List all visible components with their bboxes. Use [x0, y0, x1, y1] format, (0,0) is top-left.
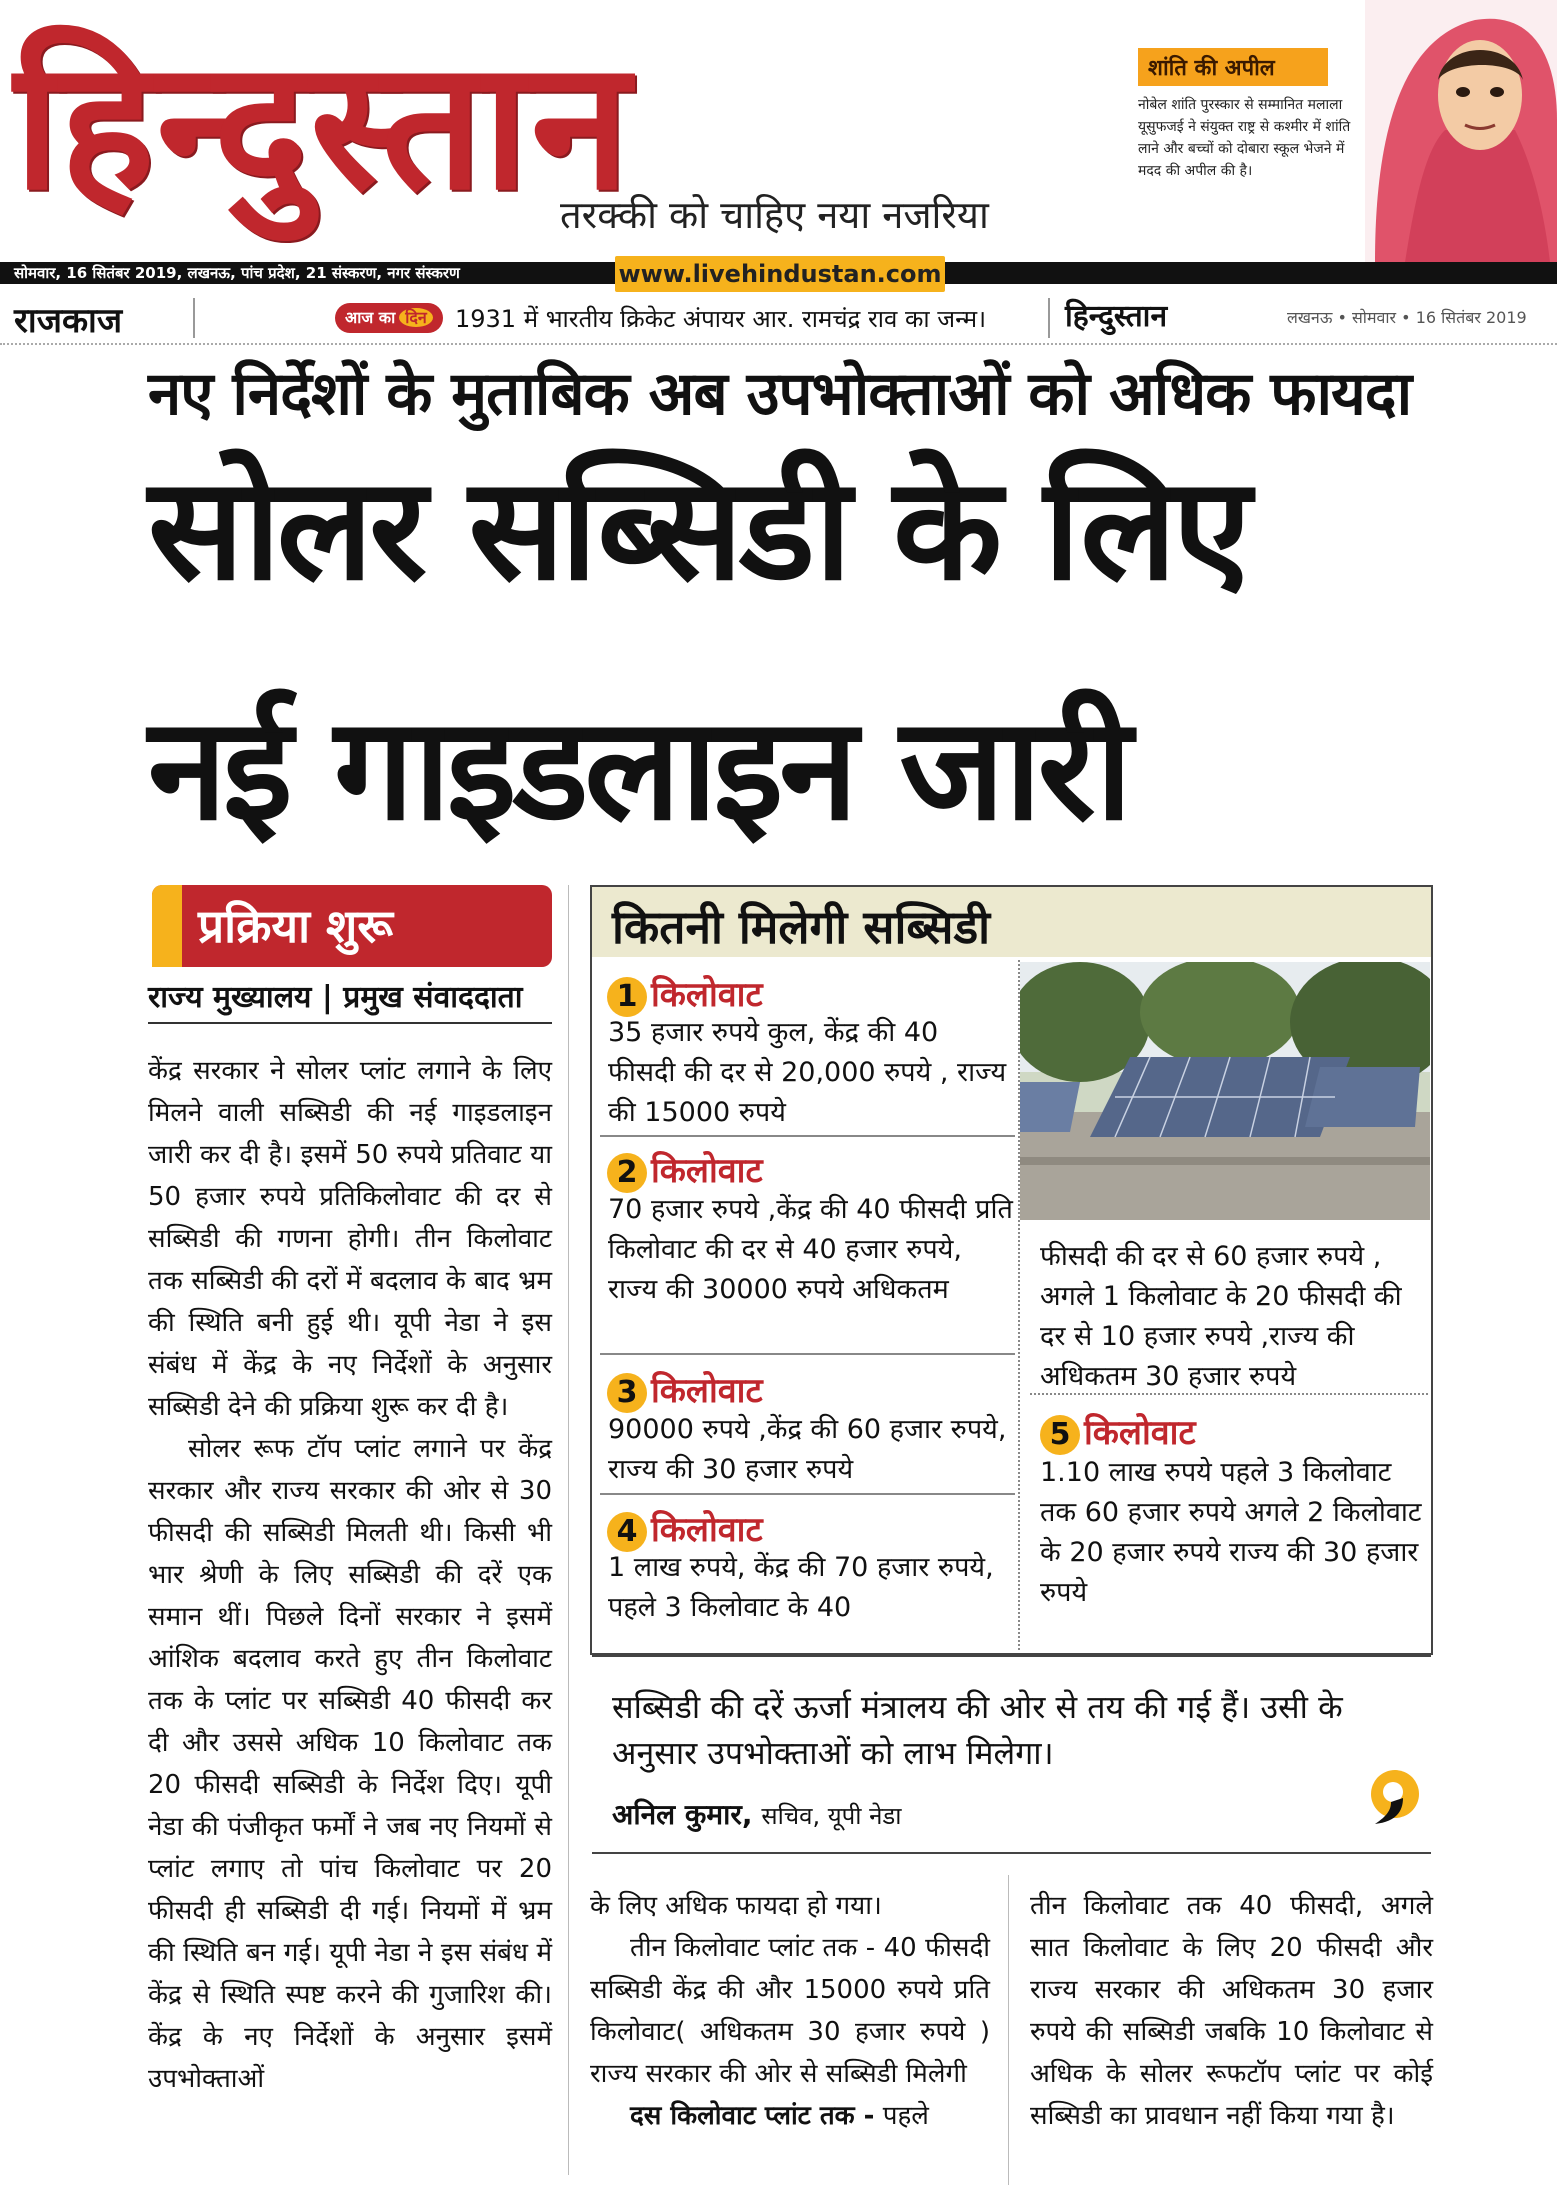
row-rule: [600, 1493, 1015, 1495]
row-rule: [1030, 1393, 1428, 1395]
tier-unit: किलोवाट: [1084, 1413, 1196, 1453]
tier-3-label: [607, 1366, 763, 1413]
tier-unit: किलोवाट: [651, 975, 763, 1015]
tier-2-text: 70 हजार रुपये ,केंद्र की 40 फीसदी प्रति किलोवाट की दर से 40 हजार रुपये, राज्य की 30000 रुपये अधिकतम: [608, 1194, 1013, 1305]
article-body-left: [148, 1050, 552, 2100]
masthead-tagline: तरक्की को चाहिए नया नजरिया: [560, 193, 989, 237]
page-date: लखनऊ • सोमवार • 16 सितंबर 2019: [1287, 308, 1527, 327]
masthead-title: हिन्दुस्तान: [14, 20, 632, 229]
tier-4-label: [607, 1505, 763, 1552]
quote-role: सचिव, यूपी नेडा: [761, 1802, 902, 1830]
paragraph: के लिए अधिक फायदा हो गया।: [590, 1891, 882, 1921]
column-rule: [1008, 1875, 1009, 2185]
dateline: सोमवार, 16 सितंबर 2019, लखनऊ, पांच प्रदेश, 21 संस्करण, नगर संस्करण: [14, 264, 460, 282]
appeal-text: नोबेल शांति पुरस्कार से सम्मानित मलाला यूसुफजई ने संयुक्त राष्ट्र से कश्मीर में शांति लाने और बच्चों को दोबारा स्कूल भेजने में मदद की अपील की है।: [1138, 97, 1351, 179]
tier-5-label: [1040, 1408, 1196, 1455]
portrait-illustration: [1365, 0, 1557, 262]
appeal-box: [1138, 48, 1358, 182]
column-rule: [568, 885, 569, 2175]
row-rule: [600, 1353, 1015, 1355]
quote-name: अनिल कुमार,: [612, 1798, 753, 1831]
aaj-ka-label: आज का: [345, 308, 396, 327]
paragraph: [590, 2095, 990, 2137]
din-label: दिन: [399, 308, 433, 327]
aaj-ka-din-badge: [335, 303, 443, 333]
divider: [1048, 298, 1050, 338]
tier-4-continued-text: फीसदी की दर से 60 हजार रुपये , अगले 1 किलोवाट के 20 फीसदी की दर से 10 हजार रुपये ,राज्य की अधिकतम 30 हजार रुपये: [1040, 1241, 1402, 1392]
headline-line-2: नई गाइडलाइन जारी: [148, 687, 1129, 852]
headline-kicker: नए निर्देशों के मुताबिक अब उपभोक्ताओं को अधिक फायदा: [148, 359, 1412, 429]
quote-mark-icon: [1365, 1768, 1425, 1828]
tier-number: 2: [607, 1153, 647, 1193]
tier-1-label: [607, 970, 763, 1017]
byline-rule: [148, 1022, 552, 1024]
solar-panel-photo: [1020, 962, 1430, 1220]
tier-3-text: 90000 रुपये ,केंद्र की 60 हजार रुपये, राज्य की 30 हजार रुपये: [608, 1414, 1007, 1485]
tier-number: 3: [607, 1373, 647, 1413]
subhead: दस किलोवाट प्लांट तक -: [630, 2101, 875, 2131]
website-url[interactable]: www.livehindustan.com: [615, 256, 945, 292]
section-name: राजकाज: [14, 301, 123, 341]
subhead-tail: पहले: [882, 2101, 929, 2131]
paragraph: केंद्र सरकार ने सोलर प्लांट लगाने के लिए मिलने वाली सब्सिडी की नई गाइडलाइन जारी कर दी है। इसमें 50 रुपये प्रतिवाट या 50 हजार रुपये प्रतिकिलोवाट की दर से सब्सिडी की गणना होगी। तीन किलोवाट तक सब्सिडी की दरों में बदलाव के बाद भ्रम की स्थिति बनी हुई थी। यूपी नेडा ने इस संबंध में केंद्र के नए निर्देशों के अनुसार सब्सिडी देने की प्रक्रिया शुरू कर दी है।: [148, 1056, 552, 1422]
tier-4-text: 1 लाख रुपये, केंद्र की 70 हजार रुपये, पहले 3 किलोवाट के 40: [608, 1552, 994, 1623]
quote-text: सब्सिडी की दरें ऊर्जा मंत्रालय की ओर से तय की गई हैं। उसी के अनुसार उपभोक्ताओं को लाभ मिलेगा।: [612, 1688, 1343, 1772]
on-this-day-text: 1931 में भारतीय क्रिकेट अंपायर आर. रामचंद्र राव का जन्म।: [455, 305, 987, 333]
tier-unit: किलोवाट: [651, 1371, 763, 1411]
tier-number: 1: [607, 977, 647, 1017]
box-divider: [1018, 960, 1020, 1650]
row-rule: [600, 1135, 1015, 1137]
article-body-middle: [590, 1885, 990, 2137]
appeal-heading: शांति की अपील: [1138, 48, 1328, 86]
portrait-icon: [1365, 0, 1557, 262]
paragraph: सोलर रूफ टॉप प्लांट लगाने पर केंद्र सरकार और राज्य सरकार की ओर से 30 फीसदी की सब्सिडी मिलती थी। किसी भी भार श्रेणी के लिए सब्सिडी की दरें एक समान थीं। पिछले दिनों सरकार ने इसमें आंशिक बदलाव करते हुए तीन किलोवाट तक के प्लांट पर सब्सिडी 40 फीसदी कर दी और उससे अधिक 10 किलोवाट तक 20 फीसदी सब्सिडी के निर्देश दिए। यूपी नेडा की पंजीकृत फर्मों ने जब नए नियमों से प्लांट लगाए तो पांच किलोवाट पर 20 फीसदी ही सब्सिडी दी गई। नियमों में भ्रम की स्थिति बन गई। यूपी नेडा ने इस संबंध में केंद्र से स्थिति स्पष्ट करने की गुजारिश की। केंद्र के नए निर्देशों के अनुसार इसमें उपभोक्ताओं: [148, 1434, 552, 2094]
section-tab: प्रक्रिया शुरू: [152, 885, 552, 967]
tier-5-text: 1.10 लाख रुपये पहले 3 किलोवाट तक 60 हजार रुपये अगले 2 किलोवाट के 20 हजार रुपये राज्य की 30 हजार रुपये: [1040, 1457, 1422, 1608]
paragraph: तीन किलोवाट प्लांट तक - 40 फीसदी सब्सिडी केंद्र की और 15000 रुपये प्रति किलोवाट( अधिकतम 30 हजार रुपये ) राज्य सरकार की ओर से सब्सिडी मिलेगी: [590, 1933, 990, 2089]
tier-unit: किलोवाट: [651, 1510, 763, 1550]
byline: राज्य मुख्यालय | प्रमुख संवाददाता: [148, 980, 523, 1015]
tier-1-text: 35 हजार रुपये कुल, केंद्र की 40 फीसदी की दर से 20,000 रुपये , राज्य की 15000 रुपये: [608, 1017, 1007, 1128]
quote-attribution: [612, 1795, 901, 1833]
article-body-right: तीन किलोवाट तक 40 फीसदी, अगले सात किलोवाट के लिए 20 फीसदी और राज्य सरकार की अधिकतम 30 हजार रुपये की सब्सिडी जबकि 10 किलोवाट से अधिक के सोलर रूफटॉप प्लांट पर कोई सब्सिडी का प्रावधान नहीं किया गया है।: [1030, 1891, 1433, 2131]
tier-number: 5: [1040, 1415, 1080, 1455]
subsidy-box-title: कितनी मिलेगी सब्सिडी: [612, 900, 991, 954]
dotted-rule: [0, 343, 1557, 345]
tab-accent: [152, 885, 182, 967]
headline-line-1: सोलर सब्सिडी के लिए: [148, 447, 1248, 612]
tier-number: 4: [607, 1512, 647, 1552]
solar-panel-icon: [1020, 962, 1430, 1220]
brand-small: हिन्दुस्तान: [1065, 299, 1168, 334]
tier-unit: किलोवाट: [651, 1151, 763, 1191]
divider: [193, 298, 195, 338]
tier-2-label: [607, 1146, 763, 1193]
